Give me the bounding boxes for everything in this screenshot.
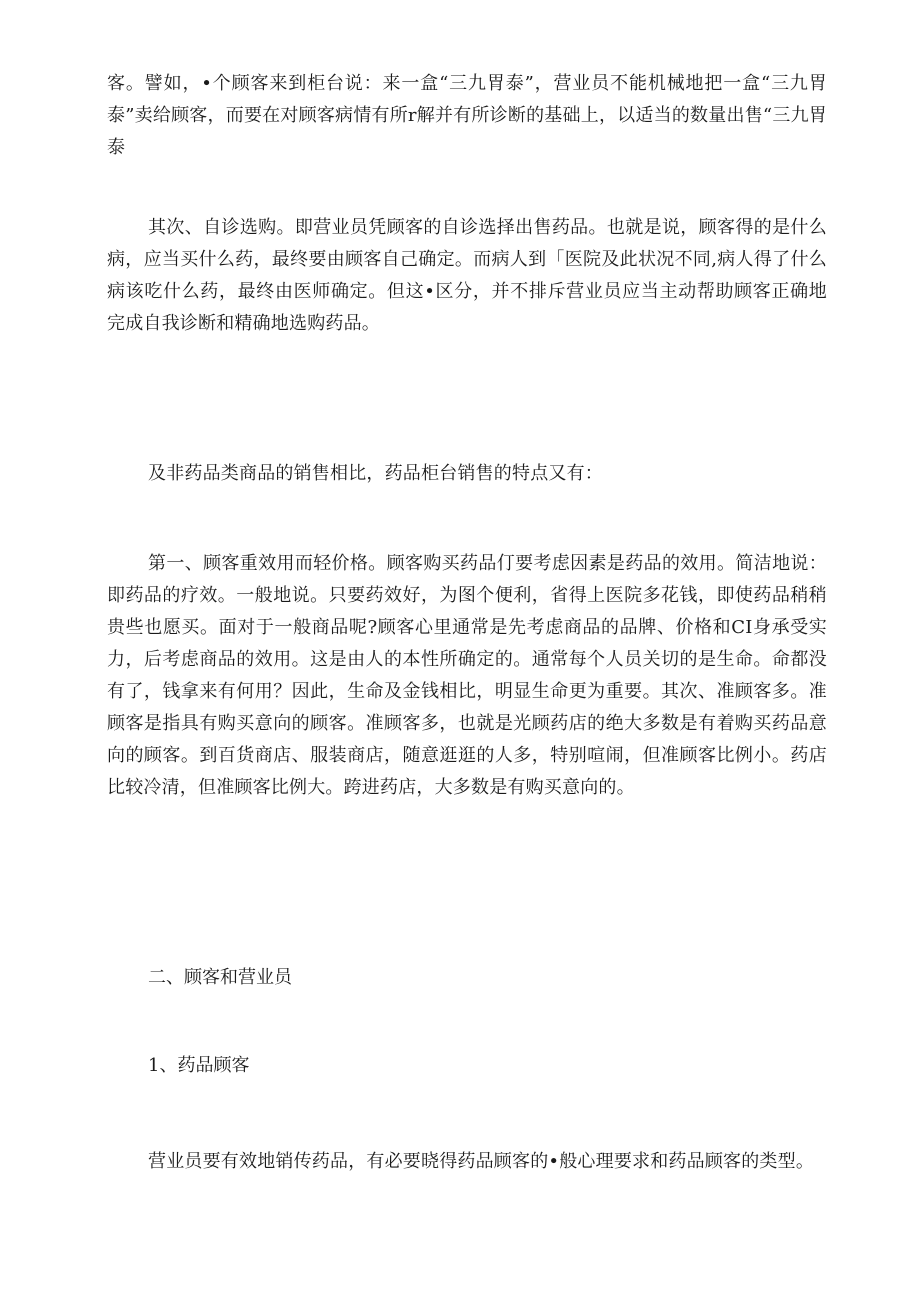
subsection-heading: 1、药品顾客 — [148, 1055, 250, 1076]
paragraph-final: 营业员要有效地销传药品，有必要晓得药品顾客的•般心理要求和药品顾客的类型。 — [148, 1151, 815, 1172]
paragraph-first-point: 第一、顾客重效用而轻价格。顾客购买药品仃要考虑因素是药品的效用。简洁地说：即药品的疗效。一般地说。只要药效好，为图个便利，省得上医院多花钱，即使药品稍稍贵些也愿买。面对于一般商品呢?顾客心里通常是先考虑商品的品牌、价格和CI身承受实力，后考虑商品的效用。这是由人的本性所确定的。通常每个人员关切的是生命。命都没有了，钱拿来有何用？因此，生命及金钱相比，明显生命更为重要。其次、准顾客多。准顾客是指具有购买意向的顾客。准顾客多，也就是光顾药店的绝大多数是有着购买药品意向的顾客。到百货商店、服装商店，随意逛逛的人多，特别喧闹，但准顾客比例小。药店比较冷清，但准顾客比例大。跨进药店，大多数是有购买意向的。 — [107, 553, 827, 798]
paragraph-example-sanjiu: 客。譬如，•个顾客来到柜台说：来一盒“三九胃泰”，营业员不能机械地把一盒“三九胃泰”卖给顾客，而要在对顾客病情有所r解并有所诊断的基础上，以适当的数量出售“三九胃泰 — [107, 73, 827, 158]
paragraph-comparison-intro: 及非药品类商品的销售相比，药品柜台销售的特点又有： — [148, 463, 603, 484]
section-heading: 二、顾客和营业员 — [148, 967, 292, 988]
paragraph-self-diagnosis: 其次、自诊选购。即营业员凭顾客的自诊选择出售药品。也就是说，顾客得的是什么病，应当买什么药，最终要由顾客自己确定。而病人到「医院及此状况不同,病人得了什么病该吃什么药，最终由医师确定。但这•区分，并不排斥营业员应当主动帮助顾客正确地完成自我诊断和精确地选购药品。 — [107, 217, 827, 334]
